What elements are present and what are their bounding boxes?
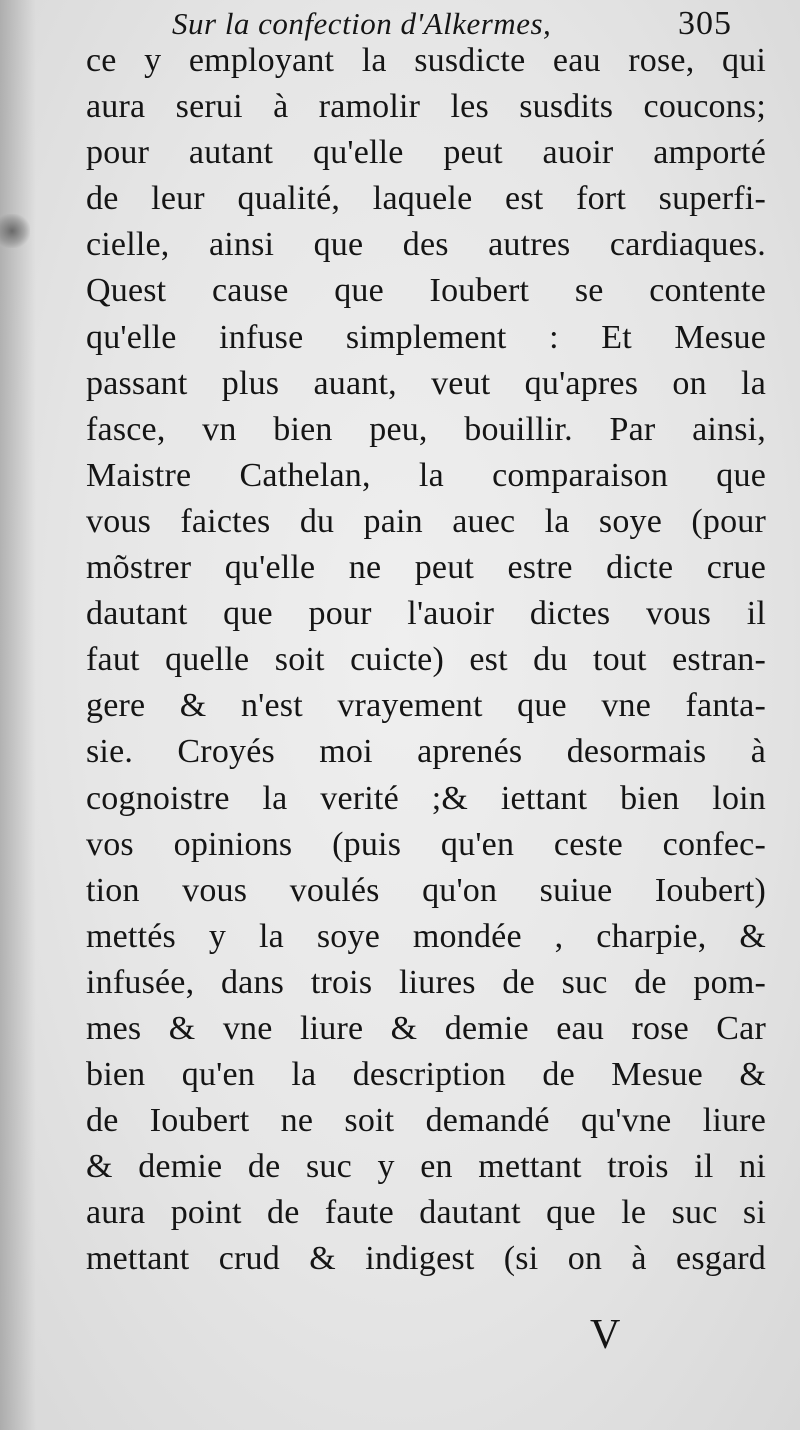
text-line: bien qu'en la description de Mesue & bbox=[86, 1056, 766, 1094]
ink-blot bbox=[0, 214, 30, 248]
text-line: mettés y la soye mondée , charpie, & bbox=[86, 917, 766, 955]
text-line: cognoistre la verité ;& iettant bien loin bbox=[86, 779, 766, 817]
text-line: vos opinions (puis qu'en ceste confec- bbox=[86, 825, 766, 863]
text-line: cielle, ainsi que des autres cardiaques. bbox=[86, 226, 766, 264]
body-text bbox=[86, 38, 766, 1283]
text-line: sie. Croyés moi aprenés desormais à bbox=[86, 733, 766, 771]
text-line: passant plus auant, veut qu'apres on la bbox=[86, 364, 766, 402]
text-line: dautant que pour l'auoir dictes vous il bbox=[86, 595, 766, 633]
signature-mark: V bbox=[590, 1312, 621, 1358]
running-head: Sur la confection d'Alkermes, bbox=[172, 6, 552, 41]
text-line: & demie de suc y en mettant trois il ni bbox=[86, 1148, 766, 1186]
text-line: aura point de faute dautant que le suc si bbox=[86, 1194, 766, 1232]
page-number: 305 bbox=[678, 5, 732, 42]
text-line: de Ioubert ne soit demandé qu'vne liure bbox=[86, 1102, 766, 1140]
text-line: mettant crud & indigest (si on à esgard bbox=[86, 1240, 766, 1278]
text-line: qu'elle infuse simplement : Et Mesue bbox=[86, 318, 766, 356]
text-line: pour autant qu'elle peut auoir amporté bbox=[86, 134, 766, 172]
text-line: mõstrer qu'elle ne peut estre dicte crue bbox=[86, 549, 766, 587]
text-line: Maistre Cathelan, la comparaison que bbox=[86, 456, 766, 494]
text-line: fasce, vn bien peu, bouillir. Par ainsi, bbox=[86, 410, 766, 448]
text-line: de leur qualité, laquele est fort superfi- bbox=[86, 180, 766, 218]
text-line: gere & n'est vrayement que vne fanta- bbox=[86, 687, 766, 725]
text-line: Quest cause que Ioubert se contente bbox=[86, 272, 766, 310]
text-line: mes & vne liure & demie eau rose Car bbox=[86, 1009, 766, 1047]
text-line: faut quelle soit cuicte) est du tout estran- bbox=[86, 641, 766, 679]
text-line: tion vous voulés qu'on suiue Ioubert) bbox=[86, 871, 766, 909]
text-line: infusée, dans trois liures de suc de pom- bbox=[86, 963, 766, 1001]
text-line: aura serui à ramolir les susdits coucons; bbox=[86, 88, 766, 126]
text-line: vous faictes du pain auec la soye (pour bbox=[86, 502, 766, 540]
text-line: ce y employant la susdicte eau rose, qui bbox=[86, 42, 766, 79]
